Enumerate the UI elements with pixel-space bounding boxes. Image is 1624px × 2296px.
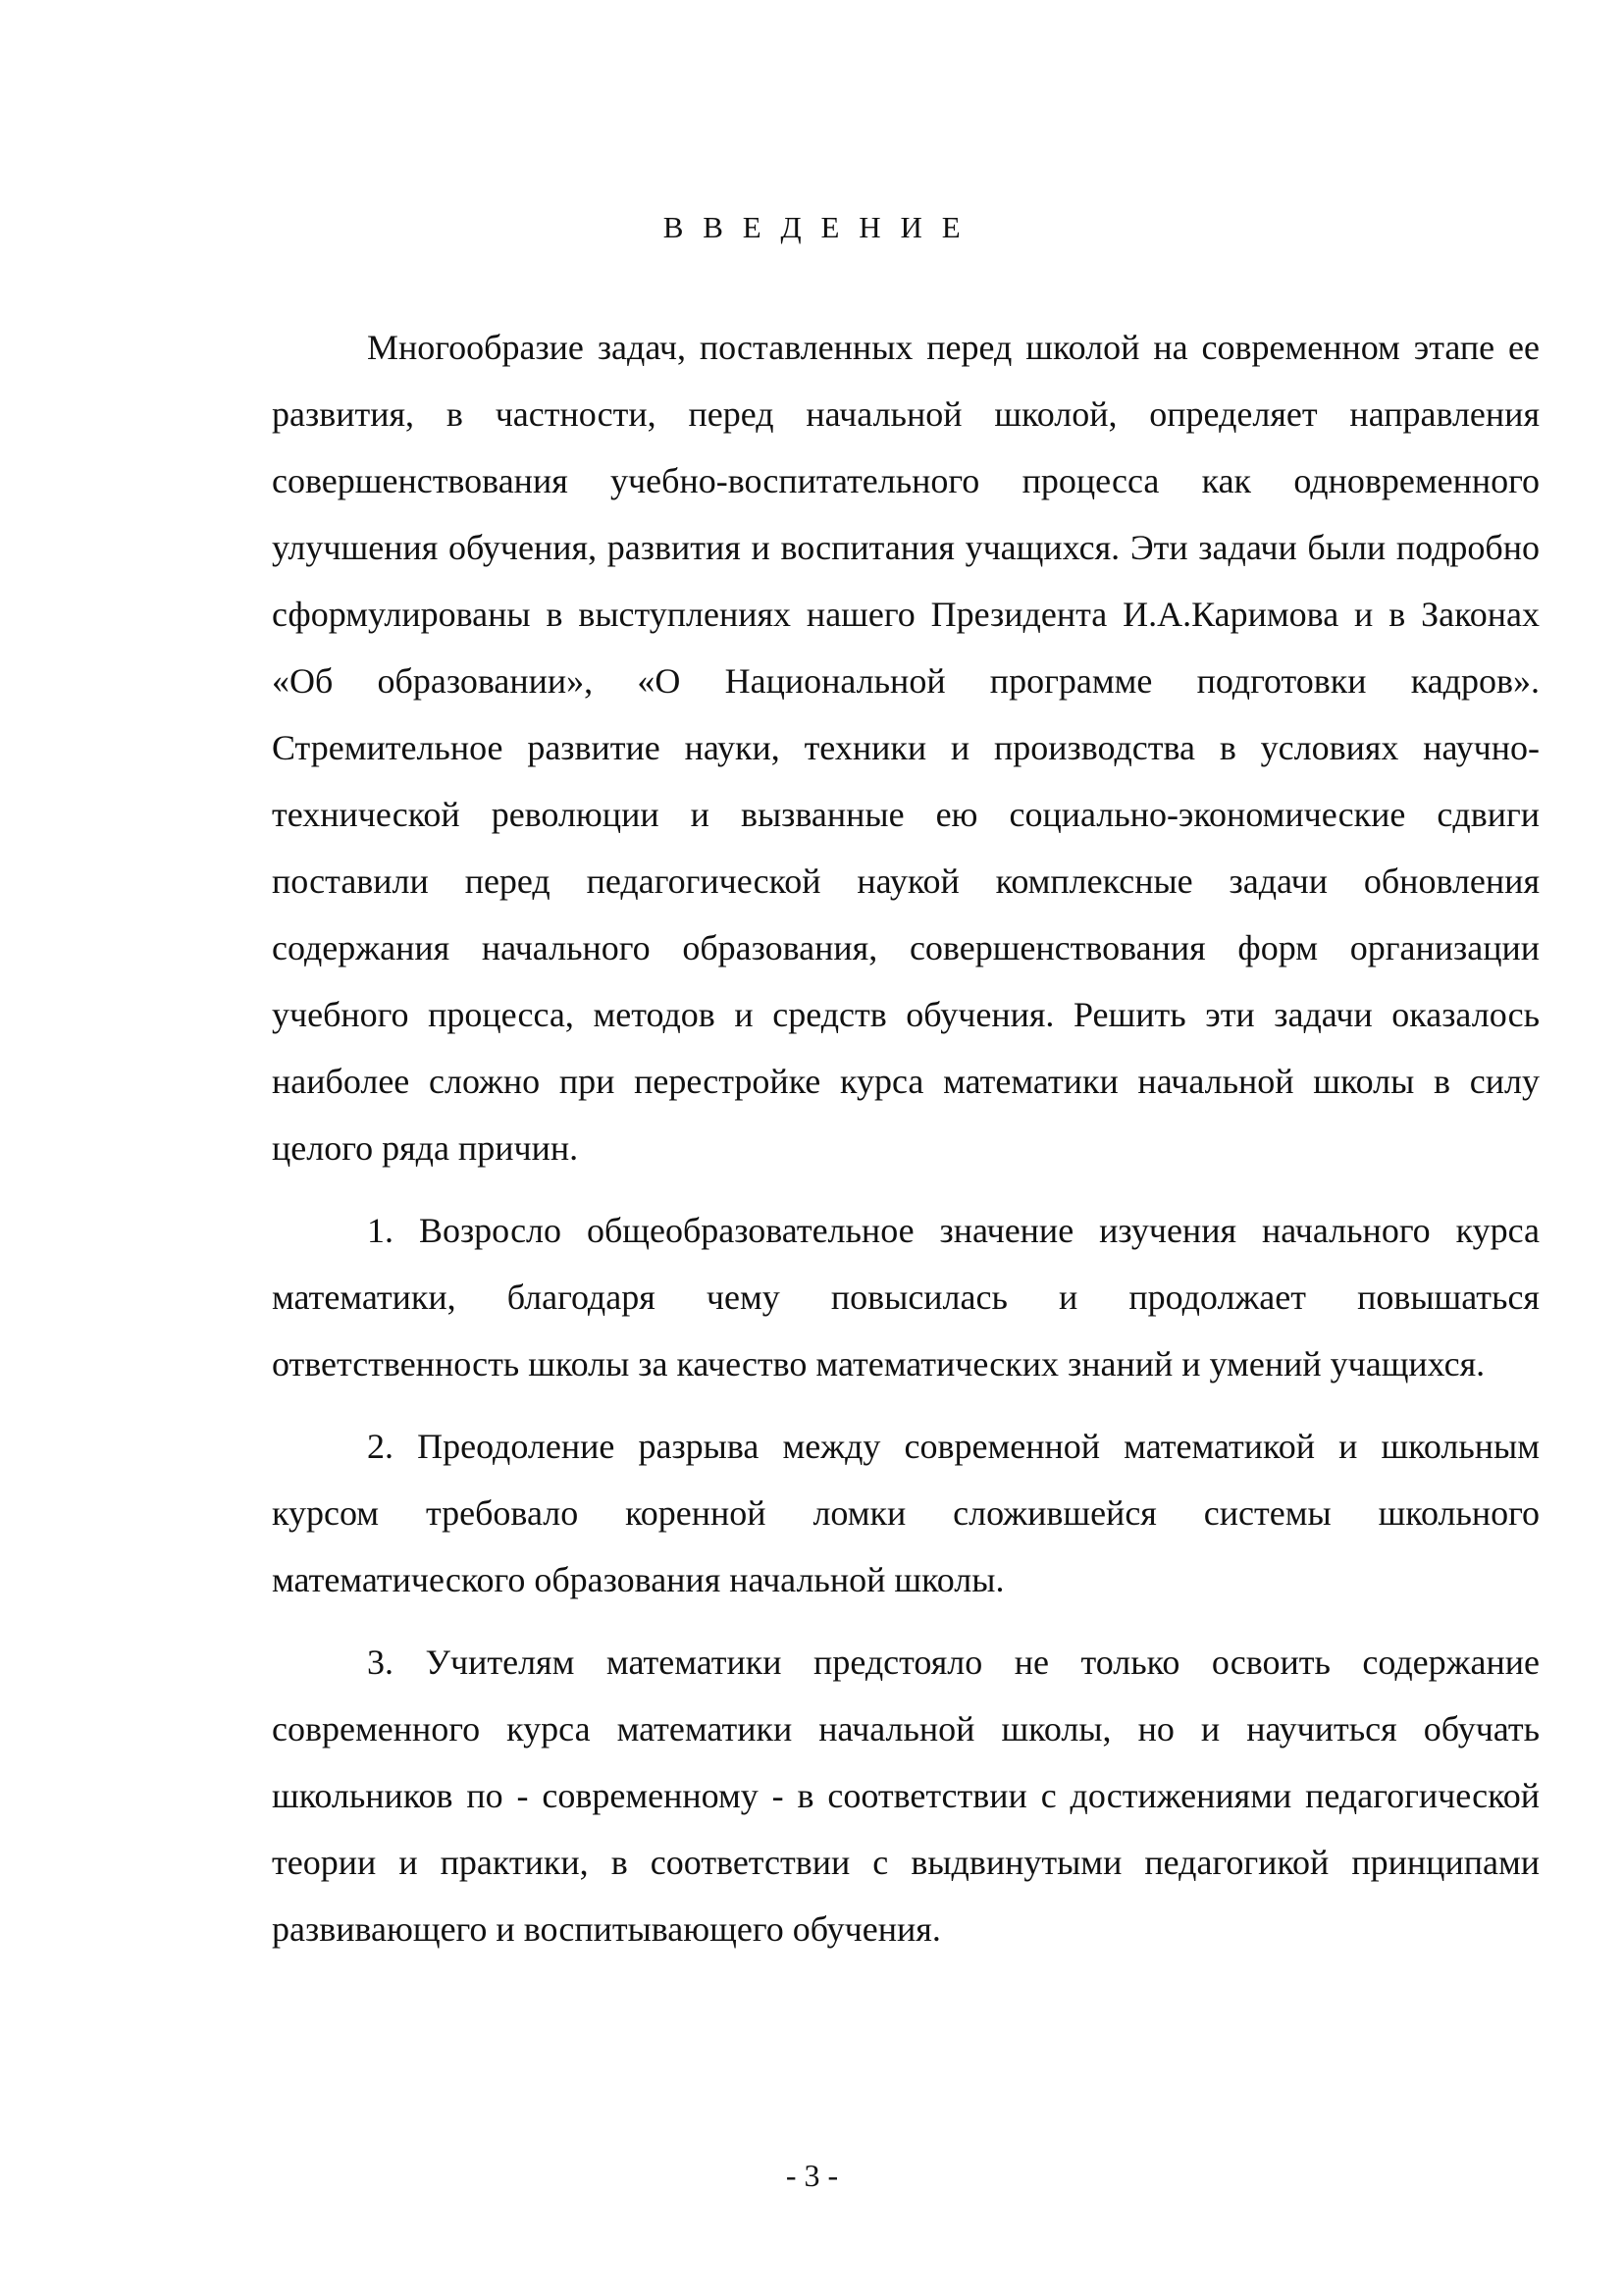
paragraph-reason-1: 1. Возросло общеобразовательное значение изучения начального курса математики, благодаря чему повысилась и продолжает повышаться ответственность школы за качество математических знаний и умений учащихся. xyxy=(272,1211,1540,1383)
section-heading: В В Е Д Е Н И Е xyxy=(662,210,962,244)
page-number: - 3 - xyxy=(785,2158,839,2193)
paragraph-intro: Многообразие задач, поставленных перед школой на современном этапе ее развития, в частности, перед начальной школой, определяет направления совершенствования учебно-воспитательного процесса как одновременного улучшения обучения, развития и воспитания учащихся. Эти задачи были подробно сформулированы в выступлениях нашего Президента И.А.Каримова и в Законах «Об образовании», «О Национальной программе подготовки кадров». Стремительное развитие науки, техники и производства в условиях научно-технической революции и вызванные ею социально-экономические сдвиги поставили перед педагогической наукой комплексные задачи обновления содержания начального образования, совершенствования форм организации учебного процесса, методов и средств обучения. Решить эти задачи оказалось наиболее сложно при перестройке курса математики начальной школы в силу целого ряда причин. xyxy=(272,328,1540,1168)
paragraph-reason-3: 3. Учителям математики предстояло не только освоить содержание современного курса математики начальной школы, но и научиться обучать школьников по - современному - в соответствии с достижениями педагогической теории и практики, в соответствии с выдвинутыми педагогикой принципами развивающего и воспитывающего обучения. xyxy=(272,1643,1540,1949)
body-text xyxy=(272,314,1540,1962)
paragraph-reason-2: 2. Преодоление разрыва между современной математикой и школьным курсом требовало коренной ломки сложившейся системы школьного математического образования начальной школы. xyxy=(272,1427,1540,1599)
